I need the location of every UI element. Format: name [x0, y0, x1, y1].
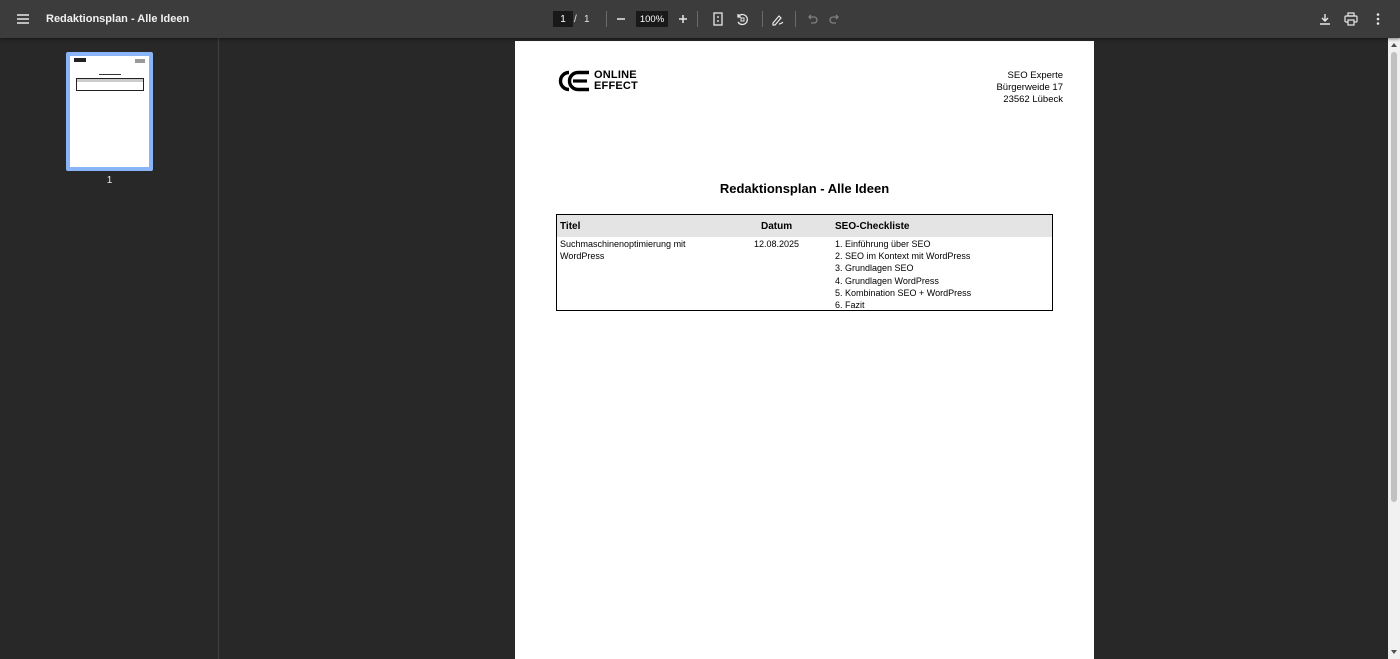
logo-line-online: ONLINE	[594, 69, 637, 81]
print-icon[interactable]	[1339, 7, 1363, 31]
column-header-seo-checkliste: SEO-Checkliste	[835, 221, 910, 232]
cell-title: Suchmaschinenoptimierung mit WordPress	[560, 239, 686, 262]
redo-icon[interactable]	[823, 7, 847, 31]
cell-date: 12.08.2025	[754, 239, 800, 249]
address-line: SEO Experte	[1007, 70, 1063, 81]
scrollbar-thumb[interactable]	[1391, 52, 1397, 502]
document-title: Redaktionsplan - Alle Ideen	[46, 13, 190, 25]
logo-line-effect: EFFECT	[594, 80, 638, 92]
download-icon[interactable]	[1313, 7, 1337, 31]
zoom-out-icon[interactable]	[609, 7, 633, 31]
cell-seo-checklist	[835, 238, 971, 311]
thumbnail-title-line	[99, 74, 121, 75]
scroll-up-icon[interactable]	[1388, 38, 1400, 52]
scroll-down-icon[interactable]	[1388, 645, 1400, 659]
total-pages: 1	[584, 13, 590, 25]
document-heading: Redaktionsplan - Alle Ideen	[719, 181, 890, 196]
pdf-toolbar	[0, 0, 1400, 38]
list-item: 4. Grundlagen WordPress	[835, 275, 939, 286]
document-viewer[interactable]	[220, 38, 1388, 659]
column-header-datum: Datum	[761, 221, 793, 232]
page-separator: /	[574, 13, 577, 25]
list-item: 2. SEO im Kontext mit WordPress	[835, 251, 971, 262]
undo-icon[interactable]	[800, 7, 824, 31]
list-item: 6. Fazit	[835, 300, 865, 311]
thumbnail-logo	[74, 58, 86, 62]
list-item: 3. Grundlagen SEO	[835, 263, 914, 274]
address-line: Bürgerweide 17	[996, 82, 1063, 93]
sender-address	[996, 70, 1063, 106]
thumbnail-sidebar	[0, 38, 219, 659]
thumbnail-table	[76, 78, 144, 91]
rotate-icon[interactable]	[730, 7, 754, 31]
column-header-titel: Titel	[560, 221, 581, 232]
zoom-level-input[interactable]: 100%	[636, 11, 668, 27]
table-header	[557, 215, 1052, 237]
address-line: 23562 Lübeck	[1003, 94, 1063, 105]
thumbnail-page-number: 1	[106, 175, 113, 186]
toolbar-divider	[606, 11, 607, 27]
list-item: 5. Kombination SEO + WordPress	[835, 287, 972, 298]
fit-page-icon[interactable]	[706, 7, 730, 31]
logo-text	[594, 70, 638, 92]
logo-mark-icon	[556, 69, 592, 93]
company-logo	[556, 69, 638, 93]
toolbar-divider	[697, 11, 698, 27]
thumbnail-address	[135, 59, 145, 63]
list-item: 1. Einführung über SEO	[835, 239, 931, 249]
more-icon[interactable]	[1366, 7, 1390, 31]
editorial-plan-table	[556, 214, 1053, 311]
zoom-in-icon[interactable]	[671, 7, 695, 31]
pdf-page	[515, 41, 1094, 659]
toolbar-divider	[795, 11, 796, 27]
page-thumbnail[interactable]	[66, 52, 153, 171]
annotate-icon[interactable]	[766, 7, 790, 31]
menu-icon[interactable]	[11, 7, 35, 31]
vertical-scrollbar[interactable]	[1388, 38, 1400, 659]
toolbar-divider	[762, 11, 763, 27]
page-number-input[interactable]: 1	[553, 11, 573, 27]
